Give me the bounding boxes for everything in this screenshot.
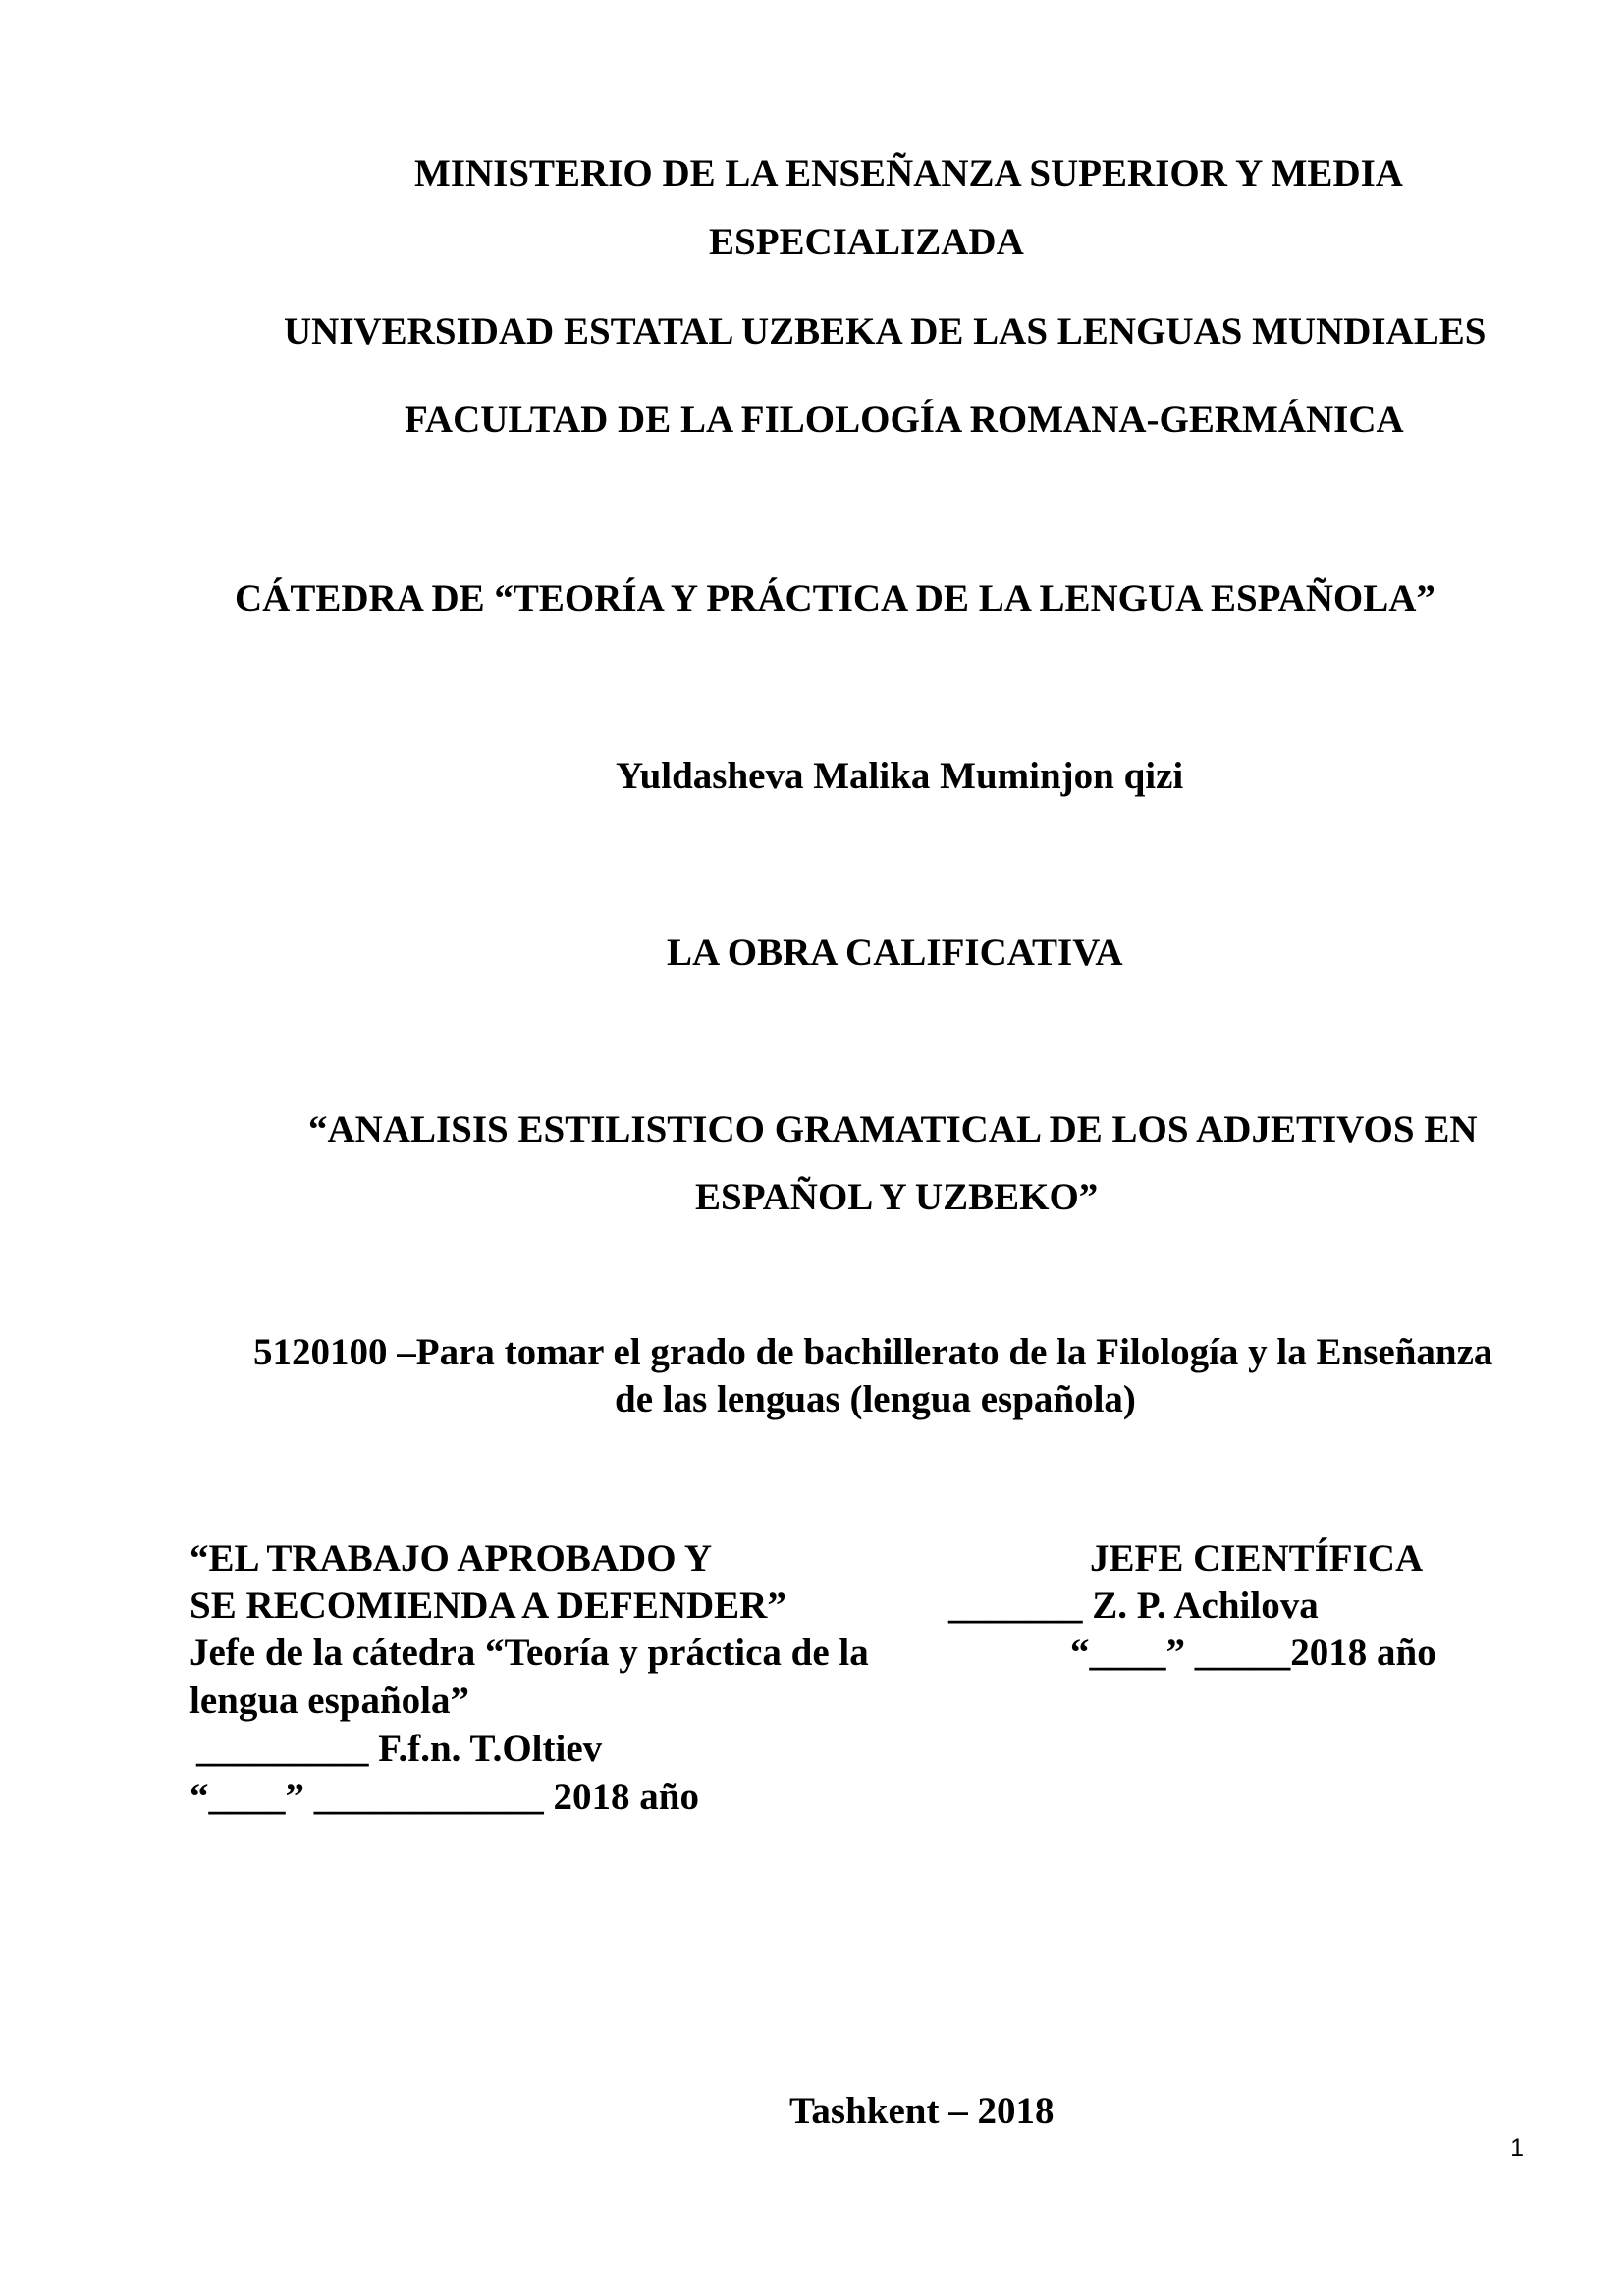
- approval-line4: lengua española”: [189, 1680, 469, 1722]
- work-type: LA OBRA CALIFICATIVA: [667, 932, 1123, 974]
- faculty-name: FACULTAD DE LA FILOLOGÍA ROMANA-GERMÁNICA: [405, 399, 1404, 441]
- supervisor-date-line: “____” _____2018 año: [1070, 1631, 1436, 1674]
- approval-signature-line: _________ F.f.n. T.Oltiev: [196, 1728, 603, 1770]
- author-name: Yuldasheva Malika Muminjon qizi: [616, 755, 1184, 797]
- ministry-title-line2: ESPECIALIZADA: [709, 221, 1024, 263]
- department-name: CÁTEDRA DE “TEORÍA Y PRÁCTICA DE LA LENGUA ESPAÑOLA”: [235, 577, 1435, 619]
- supervisor-label: JEFE CIENTÍFICA: [1090, 1537, 1424, 1579]
- university-name: UNIVERSIDAD ESTATAL UZBEKA DE LAS LENGUAS MUNDIALES: [284, 310, 1487, 352]
- approval-date-line: “____” ____________ 2018 año: [189, 1776, 699, 1818]
- approval-line2: SE RECOMIENDA A DEFENDER”: [189, 1584, 786, 1627]
- ministry-title-line1: MINISTERIO DE LA ENSEÑANZA SUPERIOR Y MEDIA: [414, 152, 1403, 194]
- degree-line1: 5120100 –Para tomar el grado de bachillerato de la Filología y la Enseñanza: [253, 1331, 1493, 1373]
- page-number: 1: [1510, 2134, 1524, 2162]
- degree-line2: de las lenguas (lengua española): [615, 1378, 1136, 1420]
- thesis-title-line1: “ANALISIS ESTILISTICO GRAMATICAL DE LOS ADJETIVOS EN: [308, 1108, 1478, 1150]
- approval-line3: Jefe de la cátedra “Teoría y práctica de la: [189, 1631, 869, 1674]
- thesis-title-line2: ESPAÑOL Y UZBEKO”: [695, 1176, 1099, 1218]
- approval-line1: “EL TRABAJO APROBADO Y: [189, 1537, 713, 1579]
- place-year: Tashkent – 2018: [789, 2090, 1055, 2132]
- supervisor-name-line: _______ Z. P. Achilova: [948, 1584, 1319, 1627]
